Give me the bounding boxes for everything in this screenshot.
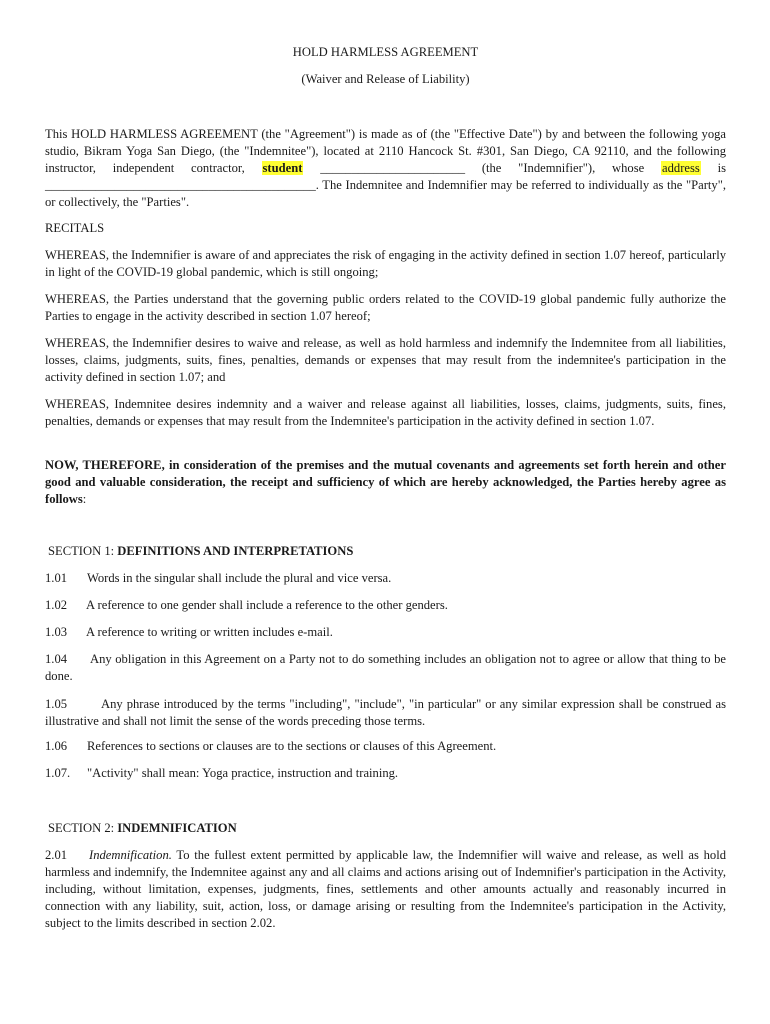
definition-item — [45, 696, 726, 730]
item-number: 1.03 — [45, 625, 68, 639]
clause-label: Indemnification. — [89, 848, 172, 862]
item-number: 1.05 — [45, 697, 68, 711]
highlight-address: address — [662, 161, 700, 175]
item-text: Any phrase introduced by the terms "including", "include", "in particular" or any similar expression shall be construed as illustrative and shall not limit the sense of the words preceding those terms. — [45, 697, 726, 728]
section-2-01-paragraph — [45, 847, 726, 932]
document-title: HOLD HARMLESS AGREEMENT — [292, 45, 479, 59]
item-number: 1.06 — [45, 739, 68, 753]
highlight-student: student — [262, 161, 303, 175]
item-text: A reference to writing or written includes e-mail. — [86, 625, 333, 639]
item-text: Words in the singular shall include the plural and vice versa. — [87, 571, 392, 585]
definition-item — [45, 570, 726, 587]
intro-text-1: This HOLD HARMLESS AGREEMENT (the "Agreement") is made as of (the "Effective Date") by and between the following yoga studio, Bikram Yoga San Diego, (the "Indemnitee"), located at 2110 Hancock St. #301, San Diego, CA 92110, and the following instructor, independent contractor, — [45, 127, 726, 175]
now-therefore-clause — [45, 457, 726, 508]
item-number: 1.07. — [45, 766, 71, 780]
item-text: Any obligation in this Agreement on a Party not to do something includes an obligation not to agree or allow that thing to be done. — [45, 652, 726, 683]
item-number: 1.04 — [45, 652, 68, 666]
item-text: References to sections or clauses are to the sections or clauses of this Agreement. — [87, 739, 497, 753]
section-1-title: DEFINITIONS AND INTERPRETATIONS — [117, 544, 354, 558]
definition-item — [45, 597, 726, 614]
definition-item — [45, 738, 726, 755]
document-subtitle: (Waiver and Release of Liability) — [301, 72, 470, 86]
section-2-heading — [48, 820, 726, 837]
whereas-2: WHEREAS, the Parties understand that the governing public orders related to the COVID-19 global pandemic fully authorize the Parties to engage in the activity described in section 1.07 hereof; — [45, 292, 726, 323]
section-2-prefix: SECTION 2: — [48, 821, 118, 835]
definition-item — [45, 651, 726, 685]
clause-number: 2.01 — [45, 848, 68, 862]
item-text: "Activity" shall mean: Yoga practice, instruction and training. — [87, 766, 399, 780]
now-therefore-colon: : — [82, 492, 87, 506]
whereas-1: WHEREAS, the Indemnifier is aware of and appreciates the risk of engaging in the activity defined in section 1.07 hereof, particularly in light of the COVID-19 global pandemic, which is still ongoing; — [45, 248, 726, 279]
intro-text-3: is ___________________________________________. The Indemnitee and Indemnifier may be referred to individually as the "Party", or collectively, the "Parties". — [45, 161, 726, 209]
whereas-4: WHEREAS, Indemnitee desires indemnity and a waiver and release against all liabilities, losses, claims, judgments, suits, fines, penalties, demands or expenses that may result from the Indemnitee's participation in the activity defined in section 1.07. — [45, 397, 726, 428]
clause-text: To the fullest extent permitted by applicable law, the Indemnifier will waive and release, as well as hold harmless and indemnify, the Indemnitee against any and all claims and actions arising out of Indemnifier's participation in the Activity, including, without limitation, expenses, judgments, fines, settlements and other amounts actually and reasonably incurred in connection with any liability, suit, action, loss, or damage arising or resulting from the Indemnitee's participation in the Activity, subject to the limits described in section 2.02. — [45, 848, 727, 930]
section-1-heading — [48, 543, 726, 560]
section-2-title: INDEMNIFICATION — [117, 821, 237, 835]
now-therefore-text: NOW, THEREFORE, in consideration of the premises and the mutual covenants and agreements set forth herein and other good and valuable consideration, the receipt and sufficiency of which are hereby acknowledged, the Parties hereby agree as follows — [45, 458, 726, 506]
whereas-3: WHEREAS, the Indemnifier desires to waive and release, as well as hold harmless and indemnify the Indemnitee from all liabilities, losses, claims, judgments, suits, fines, penalties, demands or expenses that may result from the indemnitee's participation in the activity defined in section 1.07; and — [45, 336, 726, 384]
recitals-heading: RECITALS — [45, 221, 105, 235]
item-number: 1.02 — [45, 598, 68, 612]
definition-item — [45, 624, 726, 641]
item-text: A reference to one gender shall include a reference to the other genders. — [86, 598, 448, 612]
intro-paragraph — [45, 126, 726, 211]
section-1-prefix: SECTION 1: — [48, 544, 118, 558]
item-number: 1.01 — [45, 571, 68, 585]
intro-text-2: _______________________ (the "Indemnifier"), whose — [320, 161, 645, 175]
definition-item — [45, 765, 726, 782]
